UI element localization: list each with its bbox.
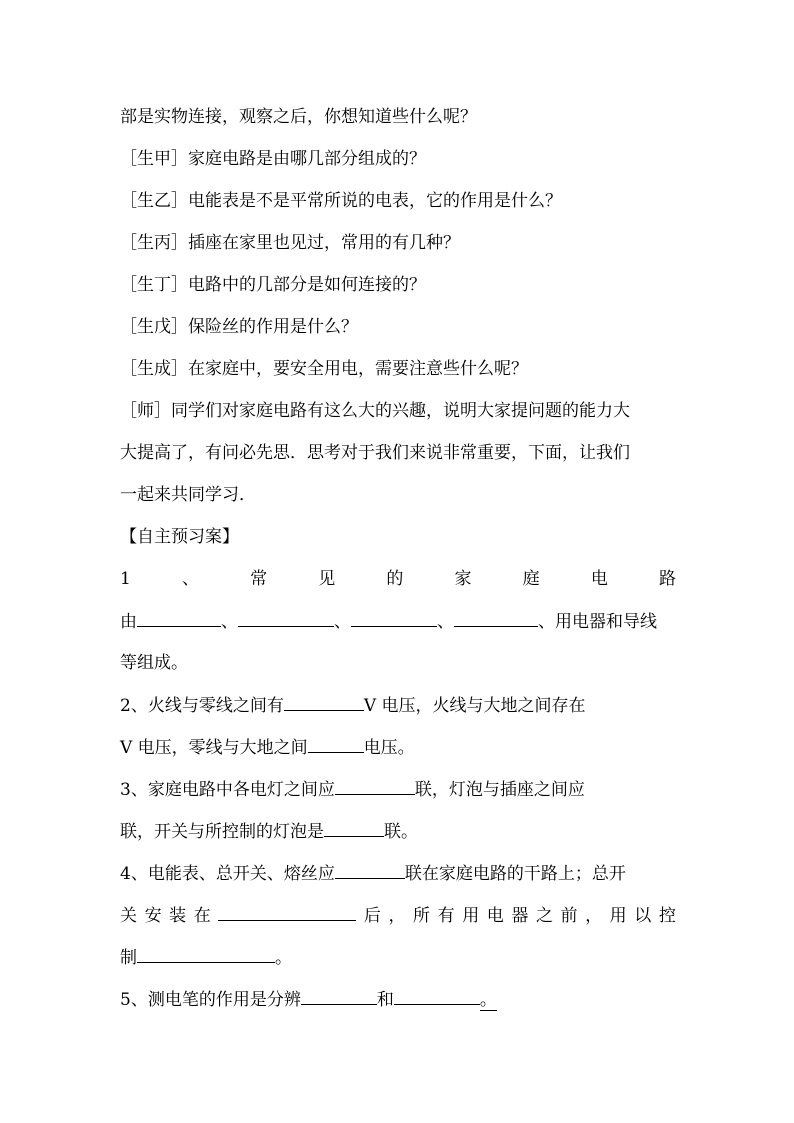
q4-char: 用 — [609, 906, 627, 926]
question-2-line-2 — [120, 736, 676, 758]
q4-char: ， — [585, 906, 603, 926]
q1-char: 常 — [250, 569, 268, 589]
student-question-jia: ［生甲］家庭电路是由哪几部分组成的？ — [120, 149, 426, 169]
q4-line3-suffix: 。 — [275, 948, 292, 968]
question-4-line-3 — [120, 946, 676, 968]
question-1-continuation: 等组成。 — [120, 653, 188, 673]
q5-mid: 和 — [376, 990, 394, 1010]
answer-blank[interactable] — [308, 736, 364, 753]
answer-blank[interactable] — [284, 694, 364, 711]
section-title: 【自主预习案】 — [120, 527, 239, 547]
q1-char: 的 — [386, 569, 404, 589]
question-2-line-1 — [120, 694, 676, 716]
q1-separator: 、 — [437, 612, 454, 632]
q1-char: 家 — [454, 569, 472, 589]
student-question-yi: ［生乙］电能表是不是平常所说的电表，它的作用是什么？ — [120, 191, 562, 211]
q1-prefix: 由 — [120, 612, 137, 632]
q1-char: 1 — [120, 569, 131, 589]
q4-char: 装 — [169, 906, 187, 926]
q1-separator: 、 — [221, 612, 238, 632]
answer-blank[interactable] — [335, 862, 405, 879]
answer-blank[interactable] — [301, 988, 377, 1005]
question-5-line — [120, 988, 676, 1010]
q2-mid: V 电压，火线与大地之间存在 — [363, 696, 586, 716]
student-question-cheng: ［生成］在家庭中，要安全用电，需要注意些什么呢？ — [120, 359, 528, 379]
question-4-line-2 — [120, 904, 676, 926]
student-question-bing: ［生丙］插座在家里也见过，常用的有几种？ — [120, 233, 460, 253]
q1-char: 电 — [590, 569, 608, 589]
q3-prefix: 3、家庭电路中各电灯之间应 — [120, 780, 335, 800]
q4-char: 安 — [144, 906, 162, 926]
q4-char: 电 — [486, 906, 504, 926]
q1-suffix: 、用电器和导线 — [538, 612, 657, 632]
q4-char: 控 — [658, 906, 676, 926]
q4-char: 器 — [511, 906, 529, 926]
answer-blank[interactable] — [324, 820, 384, 837]
q1-char: 路 — [658, 569, 676, 589]
teacher-remark-line-3: 一起来共同学习． — [120, 485, 256, 505]
answer-blank[interactable] — [137, 610, 221, 627]
q2-line2-prefix: V 电压，零线与大地之间 — [120, 738, 308, 758]
answer-blank[interactable] — [137, 946, 275, 963]
student-question-wu: ［生戊］保险丝的作用是什么？ — [120, 317, 358, 337]
q4-char: 之 — [535, 906, 553, 926]
q3-line2-suffix: 联。 — [384, 822, 418, 842]
q4-char: 所 — [413, 906, 431, 926]
answer-blank[interactable] — [238, 610, 334, 627]
q1-char: 庭 — [522, 569, 540, 589]
question-3-line-2 — [120, 820, 676, 842]
q4-char: 用 — [462, 906, 480, 926]
question-1-blanks-line — [120, 610, 676, 632]
student-question-ding: ［生丁］电路中的几部分是如何连接的？ — [120, 275, 426, 295]
q4-prefix: 4、电能表、总开关、熔丝应 — [120, 864, 335, 884]
q2-prefix: 2、火线与零线之间有 — [120, 696, 284, 716]
q4-char: 前 — [560, 906, 578, 926]
question-4-line-1 — [120, 862, 676, 884]
q3-line2-prefix: 联，开关与所控制的灯泡是 — [120, 822, 324, 842]
q5-prefix: 5、测电笔的作用是分辨 — [120, 990, 301, 1010]
q4-char: 后 — [363, 906, 381, 926]
q3-mid: 联，灯泡与插座之间应 — [414, 780, 585, 800]
q1-separator: 、 — [334, 612, 351, 632]
q2-line2-suffix: 电压。 — [363, 738, 415, 758]
answer-blank[interactable] — [394, 988, 480, 1005]
question-3-line-1 — [120, 778, 676, 800]
q4-char: ， — [388, 906, 406, 926]
q4-char: 有 — [437, 906, 455, 926]
q4-mid: 联在家庭电路的干路上；总开 — [404, 864, 626, 884]
q4-char: 以 — [634, 906, 652, 926]
q1-char: 见 — [318, 569, 336, 589]
teacher-remark-line-2: 大提高了，有问必先思．思考对于我们来说非常重要，下面，让我们 — [120, 443, 630, 463]
answer-blank[interactable] — [351, 610, 437, 627]
q4-char: 关 — [120, 906, 137, 926]
answer-blank[interactable] — [218, 904, 356, 921]
q4-char: 在 — [193, 906, 211, 926]
q5-suffix: 。 — [479, 990, 497, 1010]
q1-char: 、 — [181, 569, 199, 589]
question-1-heading — [120, 568, 676, 590]
paragraph-line: 部是实物连接，观察之后，你想知道些什么呢？ — [120, 107, 477, 127]
answer-blank[interactable] — [454, 610, 538, 627]
teacher-remark-line-1: ［师］同学们对家庭电路有这么大的兴趣，说明大家提问题的能力大 — [120, 401, 630, 421]
q4-line3-prefix: 制 — [120, 948, 137, 968]
answer-blank[interactable] — [335, 778, 415, 795]
